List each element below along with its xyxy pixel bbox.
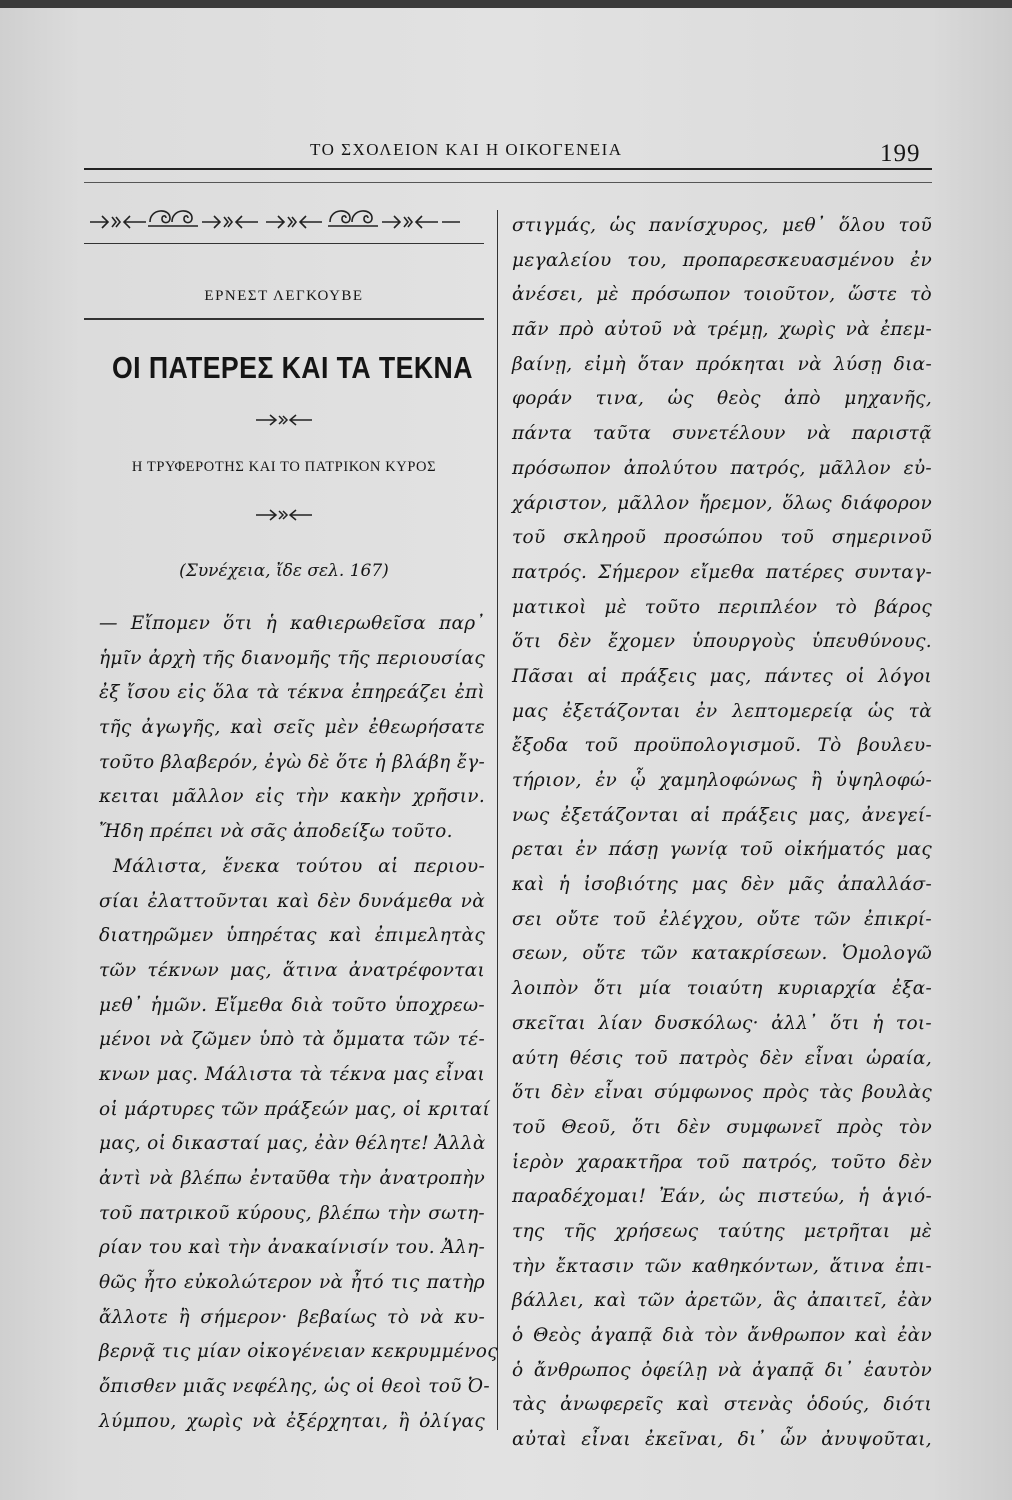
text-line: τὰς ἀνωφερεῖς καὶ στενὰς ὁδούς, διότι — [512, 1394, 932, 1416]
text-line: φοράν τινα, ὡς θεὸς ἀπὸ μηχανῆς, — [512, 388, 932, 410]
text-line: ἀντὶ νὰ βλέπω ἐνταῦθα τὴν ἀνατροπὴν — [99, 1168, 485, 1189]
text-line: Ἤδη πρέπει νὰ σᾶς ἀποδείξω τοῦτο. — [99, 821, 453, 843]
text-line: διατηρῶμεν ὑπηρέτας καὶ ἐπιμελητὰς — [99, 925, 485, 947]
text-line: μεθ᾿ ἡμῶν. Εἴμεθα διὰ τοῦτο ὑποχρεω- — [99, 994, 485, 1016]
right-column — [512, 209, 932, 1458]
text-line: πρόσωπον ἀπολύτου πατρός, μᾶλλον εὐ- — [512, 457, 932, 479]
text-line: τοῦτο βλαβερόν, ἐγὼ δὲ ὅτε ἡ βλάβη ἔγ- — [99, 751, 485, 773]
text-line: στιγμάς, ὡς πανίσχυρος, μεθ᾿ ὅλου τοῦ — [512, 215, 932, 236]
text-line: μας, οἱ δικασταί μας, ἐὰν θέλητε! Ἀλλὰ — [99, 1133, 486, 1155]
text-line: βάλλει, καὶ τῶν ἀρετῶν, ἃς ἀπαιτεῖ, ἐὰν — [512, 1290, 932, 1312]
text-line: λοιπὸν ὅτι μία τοιαύτη κυριαρχία ἐξα- — [512, 978, 932, 1000]
text-line: βαίνῃ, εἰμὴ ὅταν πρόκηται νὰ λύσῃ δια- — [512, 353, 932, 375]
author-rule — [84, 318, 484, 320]
text-line: κνων μας. Μάλιστα τὰ τέκνα μας εἶναι — [99, 1063, 485, 1085]
text-line: της τῆς χρήσεως ταύτης μετρῆται μὲ — [512, 1220, 932, 1242]
text-line: — Εἴπομεν ὅτι ἡ καθιερωθεῖσα παρ᾿ — [99, 613, 485, 634]
text-line: ἄλλοτε ἢ σήμερον· βεβαίως τὸ νὰ κυ- — [99, 1306, 485, 1328]
text-line: τῆς ἀγωγῆς, καὶ σεῖς μὲν ἐθεωρήσατε — [99, 717, 485, 739]
left-column — [99, 607, 498, 1440]
text-line: σίαι ἐλαττοῦνται καὶ δὲν δυνάμεθα νὰ — [99, 890, 485, 912]
article-title: ΟΙ ΠΑΤΕΡΕΣ ΚΑΙ ΤΑ ΤΕΚΝΑ — [112, 350, 473, 385]
text-line: μένοι νὰ ζῶμεν ὑπὸ τὰ ὄμματα τῶν τέ- — [99, 1029, 485, 1051]
text-line: καὶ ἡ ἰσοβιότης μας δὲν μᾶς ἀπαλλάσ- — [512, 874, 932, 896]
text-line: Πᾶσαι αἱ πράξεις μας, πάντες οἱ λόγοι — [512, 665, 932, 687]
text-line: τοῦ πατρικοῦ κύρους, βλέπω τὴν σωτη- — [99, 1202, 485, 1224]
text-line: τὴν ἔκτασιν τῶν καθηκόντων, ἅτινα ἐπι- — [512, 1255, 932, 1277]
text-line: λύμπου, χωρὶς νὰ ἐξέρχηται, ἢ ὀλίγας — [99, 1410, 485, 1432]
text-line: τοῦ σκληροῦ προσώπου τοῦ σημερινοῦ — [512, 527, 932, 549]
text-line: ἀνέσει, μὲ πρόσωπον τοιοῦτον, ὥστε τὸ — [512, 284, 932, 306]
text-line: νως ἐξετάζονται αἱ πράξεις μας, ἀνεγεί- — [512, 804, 932, 826]
text-line: ματικοὶ μὲ τοῦτο περιπλέον τὸ βάρος — [512, 596, 932, 618]
text-line: Μάλιστα, ἕνεκα τούτου αἱ περιου- — [113, 855, 485, 877]
text-line: τῶν τέκνων μας, ἅτινα ἀνατρέφονται — [99, 959, 485, 981]
text-line: σει οὔτε τοῦ ἐλέγχου, οὔτε τῶν ἐπικρί- — [512, 908, 932, 930]
text-line: μας ἐξετάζονται ἐν λεπτομερείᾳ ὡς τὰ — [512, 700, 932, 722]
continuation-note: (Συνέχεια, ἴδε σελ. 167) — [179, 561, 389, 581]
column-divider — [497, 210, 498, 1430]
text-line: χάριστον, μᾶλλον ἤρεμον, ὅλως διάφορον — [512, 492, 932, 514]
ornament-rule — [84, 243, 484, 244]
text-line: πατρός. Σήμερον εἴμεθα πατέρες συνταγ- — [512, 561, 932, 583]
text-line: ἔξοδα τοῦ προϋπολογισμοῦ. Τὸ βουλευ- — [512, 735, 932, 757]
text-line: θῶς ἦτο εὐκολώτερον νὰ ἦτό τις πατὴρ — [99, 1272, 485, 1294]
text-line: πάντα ταῦτα συνετέλουν νὰ παριστᾷ — [512, 423, 932, 445]
text-line: ὁ ἄνθρωπος ὀφείλῃ νὰ ἀγαπᾷ δι᾿ ἑαυτὸν — [512, 1359, 932, 1381]
text-line: ὅτι δὲν εἶναι σύμφωνος πρὸς τὰς βουλὰς — [512, 1082, 932, 1104]
title-ornament-icon — [254, 412, 314, 428]
text-line: βερνᾷ τις μίαν οἰκογένειαν κεκρυμμένος — [99, 1341, 498, 1363]
running-title: ΤΟ ΣΧΟΛΕΙΟΝ ΚΑΙ Η ΟΙΚΟΓΕΝΕΙΑ — [310, 140, 623, 159]
header-rule — [84, 168, 932, 170]
text-line: ρίαν του καὶ τὴν ἀνακαίνισίν του. Ἀλη- — [99, 1237, 485, 1259]
ornament-band-icon — [86, 200, 482, 234]
text-line: παραδέχομαι! Ἐάν, ὡς πιστεύω, ἡ ἁγιό- — [512, 1186, 932, 1208]
text-line: τήριον, ἐν ᾧ χαμηλοφώνως ἢ ὑψηλοφώ- — [512, 770, 932, 791]
text-line: αὐταὶ εἶναι ἐκεῖναι, δι᾿ ὧν ἀνυψοῦται, — [512, 1429, 932, 1451]
text-line: ὁ Θεὸς ἀγαπᾷ διὰ τὸν ἄνθρωπον καὶ ἐὰν — [512, 1325, 932, 1346]
text-line: πᾶν πρὸ αὐτοῦ νὰ τρέμῃ, χωρὶς νὰ ἐπεμ- — [512, 319, 932, 341]
page-number: 199 — [880, 140, 921, 167]
text-line: σεων, οὔτε τῶν κατακρίσεων. Ὁμολογῶ — [512, 943, 932, 965]
text-line: τοῦ Θεοῦ, ὅτι δὲν συμφωνεῖ πρὸς τὸν — [512, 1116, 932, 1138]
article-subtitle: Η ΤΡΥΦΕΡΟΤΗΣ ΚΑΙ ΤΟ ΠΑΤΡΙΚΟΝ ΚΥΡΟΣ — [131, 459, 437, 475]
text-line: κειται μᾶλλον εἰς τὴν κακὴν χρῆσιν. — [99, 786, 485, 808]
text-line: ὅτι δὲν ἔχομεν ὑπουργοὺς ὑπευθύνους. — [512, 631, 932, 653]
text-line: μεγαλείου του, προπαρεσκευασμένου ἐν — [512, 249, 932, 271]
text-line: σκεῖται λίαν δυσκόλως· ἀλλ᾿ ὅτι ἡ τοι- — [512, 1012, 932, 1034]
page-top-edge — [0, 0, 1012, 8]
text-line: ἱερὸν χαρακτῆρα τοῦ πατρός, τοῦτο δὲν — [512, 1151, 932, 1173]
text-line: ἡμῖν ἀρχὴ τῆς διανομῆς τῆς περιουσίας — [99, 647, 485, 669]
text-line: ὄπισθεν μιᾶς νεφέλης, ὡς οἱ θεοὶ τοῦ Ὀ- — [99, 1376, 490, 1398]
author-name: ΕΡΝΕΣΤ ΛΕΓΚΟΥΒΕ — [204, 288, 364, 304]
header-rule-thin — [84, 182, 932, 183]
text-line: αύτη θέσις τοῦ πατρὸς δὲν εἶναι ὡραία, — [512, 1047, 932, 1069]
text-line: ρεται ἐν πάσῃ γωνίᾳ τοῦ οἰκήματός μας — [512, 839, 932, 861]
text-line: οἱ μάρτυρες τῶν πράξεών μας, οἱ κριταί — [99, 1098, 491, 1120]
text-line: ἐξ ἴσου εἰς ὅλα τὰ τέκνα ἐπηρεάζει ἐπὶ — [99, 682, 485, 704]
subtitle-ornament-icon — [254, 507, 314, 523]
